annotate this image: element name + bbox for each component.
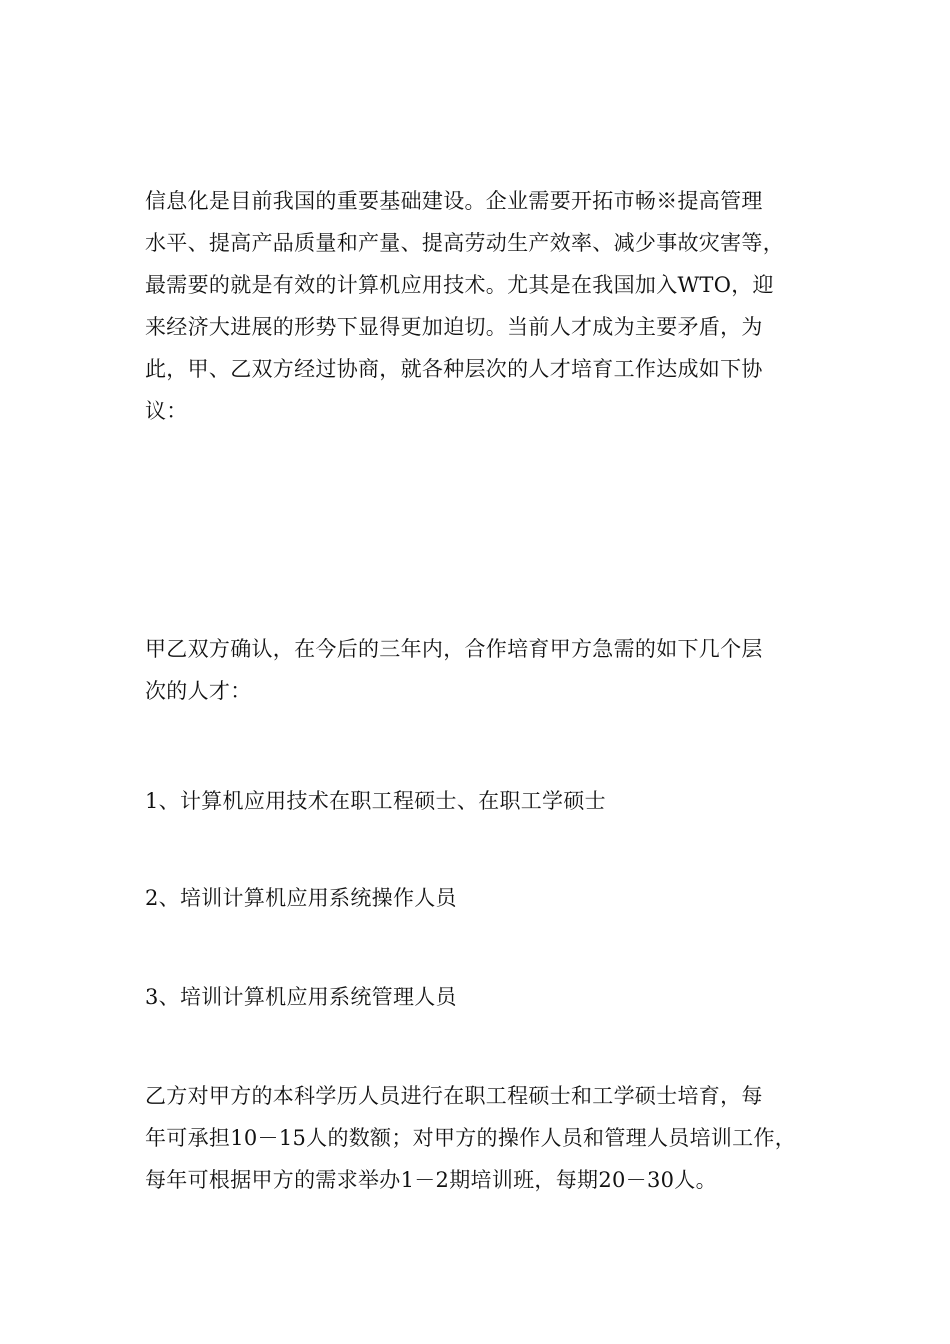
- list-item-2: [145, 877, 815, 919]
- list-item-3: [145, 976, 815, 1018]
- intro-line: 议：: [145, 399, 188, 423]
- training-line: 乙方对甲方的本科学历人员进行在职工程硕士和工学硕士培育，每: [145, 1084, 763, 1108]
- training-line: 年可承担10－15人的数额；对甲方的操作人员和管理人员培训工作，: [145, 1126, 797, 1150]
- training-paragraph: [145, 1075, 815, 1201]
- intro-line: 来经济大进展的形势下显得更加迫切。当前人才成为主要矛盾，为: [145, 315, 763, 339]
- list-item-1: [145, 780, 815, 822]
- intro-line: 水平、提高产品质量和产量、提高劳动生产效率、减少事故灾害等，: [145, 231, 784, 255]
- confirm-line: 甲乙双方确认，在今后的三年内，合作培育甲方急需的如下几个层: [145, 637, 763, 661]
- intro-line: 信息化是目前我国的重要基础建设。企业需要开拓市畅※提高管理: [145, 189, 763, 213]
- training-line: 每年可根据甲方的需求举办1－2期培训班，每期20－30人。: [145, 1168, 717, 1192]
- intro-paragraph: [145, 180, 815, 432]
- confirm-line: 次的人才：: [145, 679, 252, 703]
- confirm-paragraph: [145, 628, 815, 712]
- list-item-text: 2、培训计算机应用系统操作人员: [145, 886, 457, 910]
- list-item-text: 1、计算机应用技术在职工程硕士、在职工学硕士: [145, 789, 606, 813]
- intro-line: 此，甲、乙双方经过协商，就各种层次的人才培育工作达成如下协: [145, 357, 763, 381]
- intro-line: 最需要的就是有效的计算机应用技术。尤其是在我国加入WTO，迎: [145, 273, 774, 297]
- list-item-text: 3、培训计算机应用系统管理人员: [145, 985, 457, 1009]
